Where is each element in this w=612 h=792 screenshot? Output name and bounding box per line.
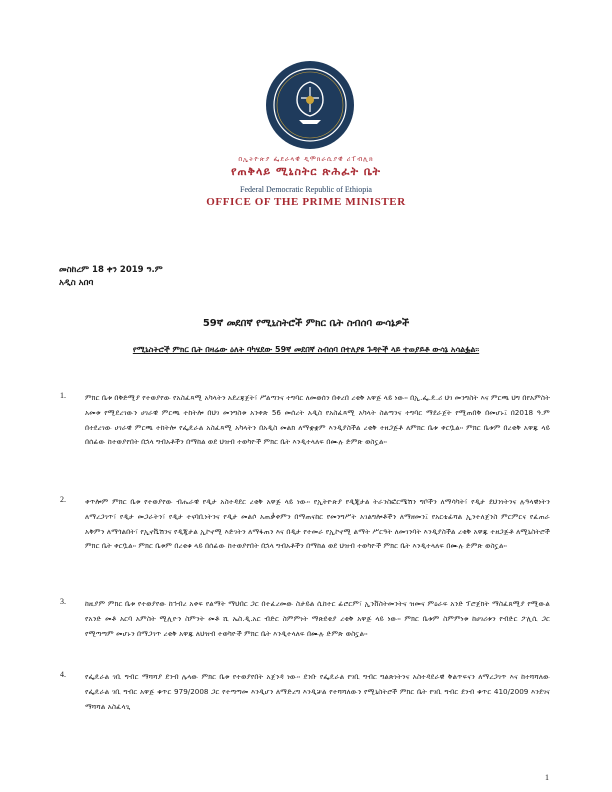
decision-text: ቀጥሎም ምክር ቤቱ የተወያየው ብሔራዊ የዲታ አስተዳደር ረቂቅ አዋጅ ላይ ነው፡፡ የኢትዮጵያ የዲጂታል ትራንስፎርሜሽን ግቦችን ለማሳካት፣ የዲታ ደህንነትንና ሉዓላዊነትን ለማረጋገጥ፣ የዲታ መጋራትን፣ የዲታ ተናባቢነትንና የዲታ መልሶ አጠቃቀምን በማጠናከር የመንግሥት አገልግሎቶችን ለማዘመን፤ የአርቴፊሻል ኢንተለጀንስ ምርምርና የፈጠራ አቅምን ለማጎልበት፣ የኢኖቬሽንና የዲጂታል ኢኮኖሚ እድገትን ለማፋጠን እና በዲታ የተመራ የኢኮኖሚ ልማት ሥርዓት ለመገንባት እንዲያስችል ረቂቅ አዋጁ ተዘጋጅቶ ለሚኒስትሮች ምክር ቤት ቀርቧል፡፡ ምክር ቤቱም በረቂቁ ላይ በሰፊው ከተወያየበት በኋላ ግብአቶችን በማከል ወደ ህዝብ ተወካዮች ምክር ቤት እንዲተላለፍ በሙሉ ድምጽ ወስኗል፡፡ (85, 497, 551, 551)
decision-text: ከዚያም ምክር ቤቱ የተወያየው ከኅብረ አቀፍ የልማት ማህበር ጋር በተፈረመው ስታይል ሲከተር ፊሮርም፣ ኢንቨስትመንትና ዝመና ምዕራፍ አንድ ፕሮጀክት ማስፈጸሚያ የሚውል የአንድ መቶ አርባ አምስት ሚሊዮን ስምንት መቶ ሺ ኤስ.ዲ.አር ብድር ስምምነት ማጽደቂያ ረቂቅ አዋጅ ላይ ነው፡፡ ምክር ቤቱም ስምምነቱ ከሀገሪቱን የብድር ፖሊሲ ጋር የሚጣጣም መሆኑን በማጋገጥ ረቂቅ አዋጁ ለህዝብ ተወካዮች ምክር ቤት እንዲተላለፍ በሙሉ ድምጽ ወስኗል፡፡ (85, 599, 550, 638)
org-name-english-small: Federal Democratic Republic of Ethiopia (240, 185, 372, 194)
org-name-amharic: የጠቅላይ ሚኒስትር ጽሕፈት ቤት (231, 165, 381, 178)
decision-item-2 (60, 495, 550, 554)
decision-number: 1. (60, 391, 66, 400)
document-subtitle: የሚኒስትሮች ምክር ቤት በዛሬው ዕለት ባካሄደው 59ኛ መደበኛ ስብሰባ በተለያዩ ጉዳዮች ላይ ተወያይቶ ውሳኔ አሳልፏል፡፡ (132, 345, 480, 354)
decision-number: 3. (60, 597, 66, 606)
decision-number: 2. (60, 495, 66, 504)
document-date: መስከረም 18 ቀን 2019 ዓ.ም (59, 265, 163, 275)
decision-item-1 (60, 391, 550, 450)
document-place: አዲስ አበባ (59, 278, 94, 288)
office-seal-logo (265, 60, 355, 150)
page-number: 1 (545, 773, 549, 782)
document-title: 59ኛ መደበኛ የሚኒስትሮች ምክር ቤት ስብሰባ ውሳኔዎች (202, 318, 410, 329)
decision-text: የፌዴራል ገቢ ግብር ማሻሻያ ደንብ ሌላው ምክር ቤቱ የተወያየበት አጀንዳ ነው፡፡ ደንቡ የፌዴራል የገቢ ግብር ግልጽነትንና አስተዳደራዊ ቅልጥፍናን ለማረጋገጥ እና ከተሻሻለው የፌዴራል ገቢ ግብር አዋጅ ቁጥር 979/2008 ጋር የተጣጣመ እንዲሆን ለማድረግ እንዲቻል የተሻሻለውን የሚኒስትሮች ምክር ቤት የገቢ ግብር ደንብ ቁጥር 410/2009 እንደገና ማሻሻል አስፈላጊ (85, 672, 550, 711)
org-name-english: OFFICE OF THE PRIME MINISTER (206, 196, 406, 208)
decision-number: 4. (60, 670, 66, 679)
decision-item-3 (60, 597, 550, 641)
decision-text: ምክር ቤቱ በቅድሚያ የተወያየው የአስፈጻሚ አካላትን አደረጃጀት፣ ሥልጣንና ተግባር ለመወሰን በቀረበ ረቂቅ አዋጅ ላይ ነው፡፡ በኢ.ፌ.ዴ.ሪ ህገ መንግስት እና ምርጫ ህግ በየአምስት አመቱ የሚደረገውን ሀገራዊ ምርጫ ተከትሎ በህገ መንግስቱ አንቀጽ 56 መሰረት አዲስ የአስፈጻሚ አካላት ስልጣንና ተግባር ማደራጀት የሚጠበቅ በመሆኑ፤ በ2018 ዓ.ም በተደረገው ሀገራዊ ምርጫ ተከትሎ የፌዴራል አስፈጻሚ አካላትን በአዲስ መልክ ለማቋቋም እንዲያስችል ረቂቅ ተዘጋጅቶ ለምክር ቤቱ ቀርቧል፡፡ ምክር ቤቱም በረቂቅ አዋጁ ላይ በሰፊው ከተወያየበት በኋላ ግብአቶችን በማከል ወደ ህዝብ ተወካዮች ምክር ቤት እንዲተላለፍ በሙሉ ድምጽ ወስኗል፡፡ (85, 393, 550, 447)
org-name-amharic-small: በኢትዮጵያ ፌደራላዊ ዲሞክራሲያዊ ሪፐብሊክ (238, 155, 374, 163)
decision-item-4 (60, 670, 550, 714)
